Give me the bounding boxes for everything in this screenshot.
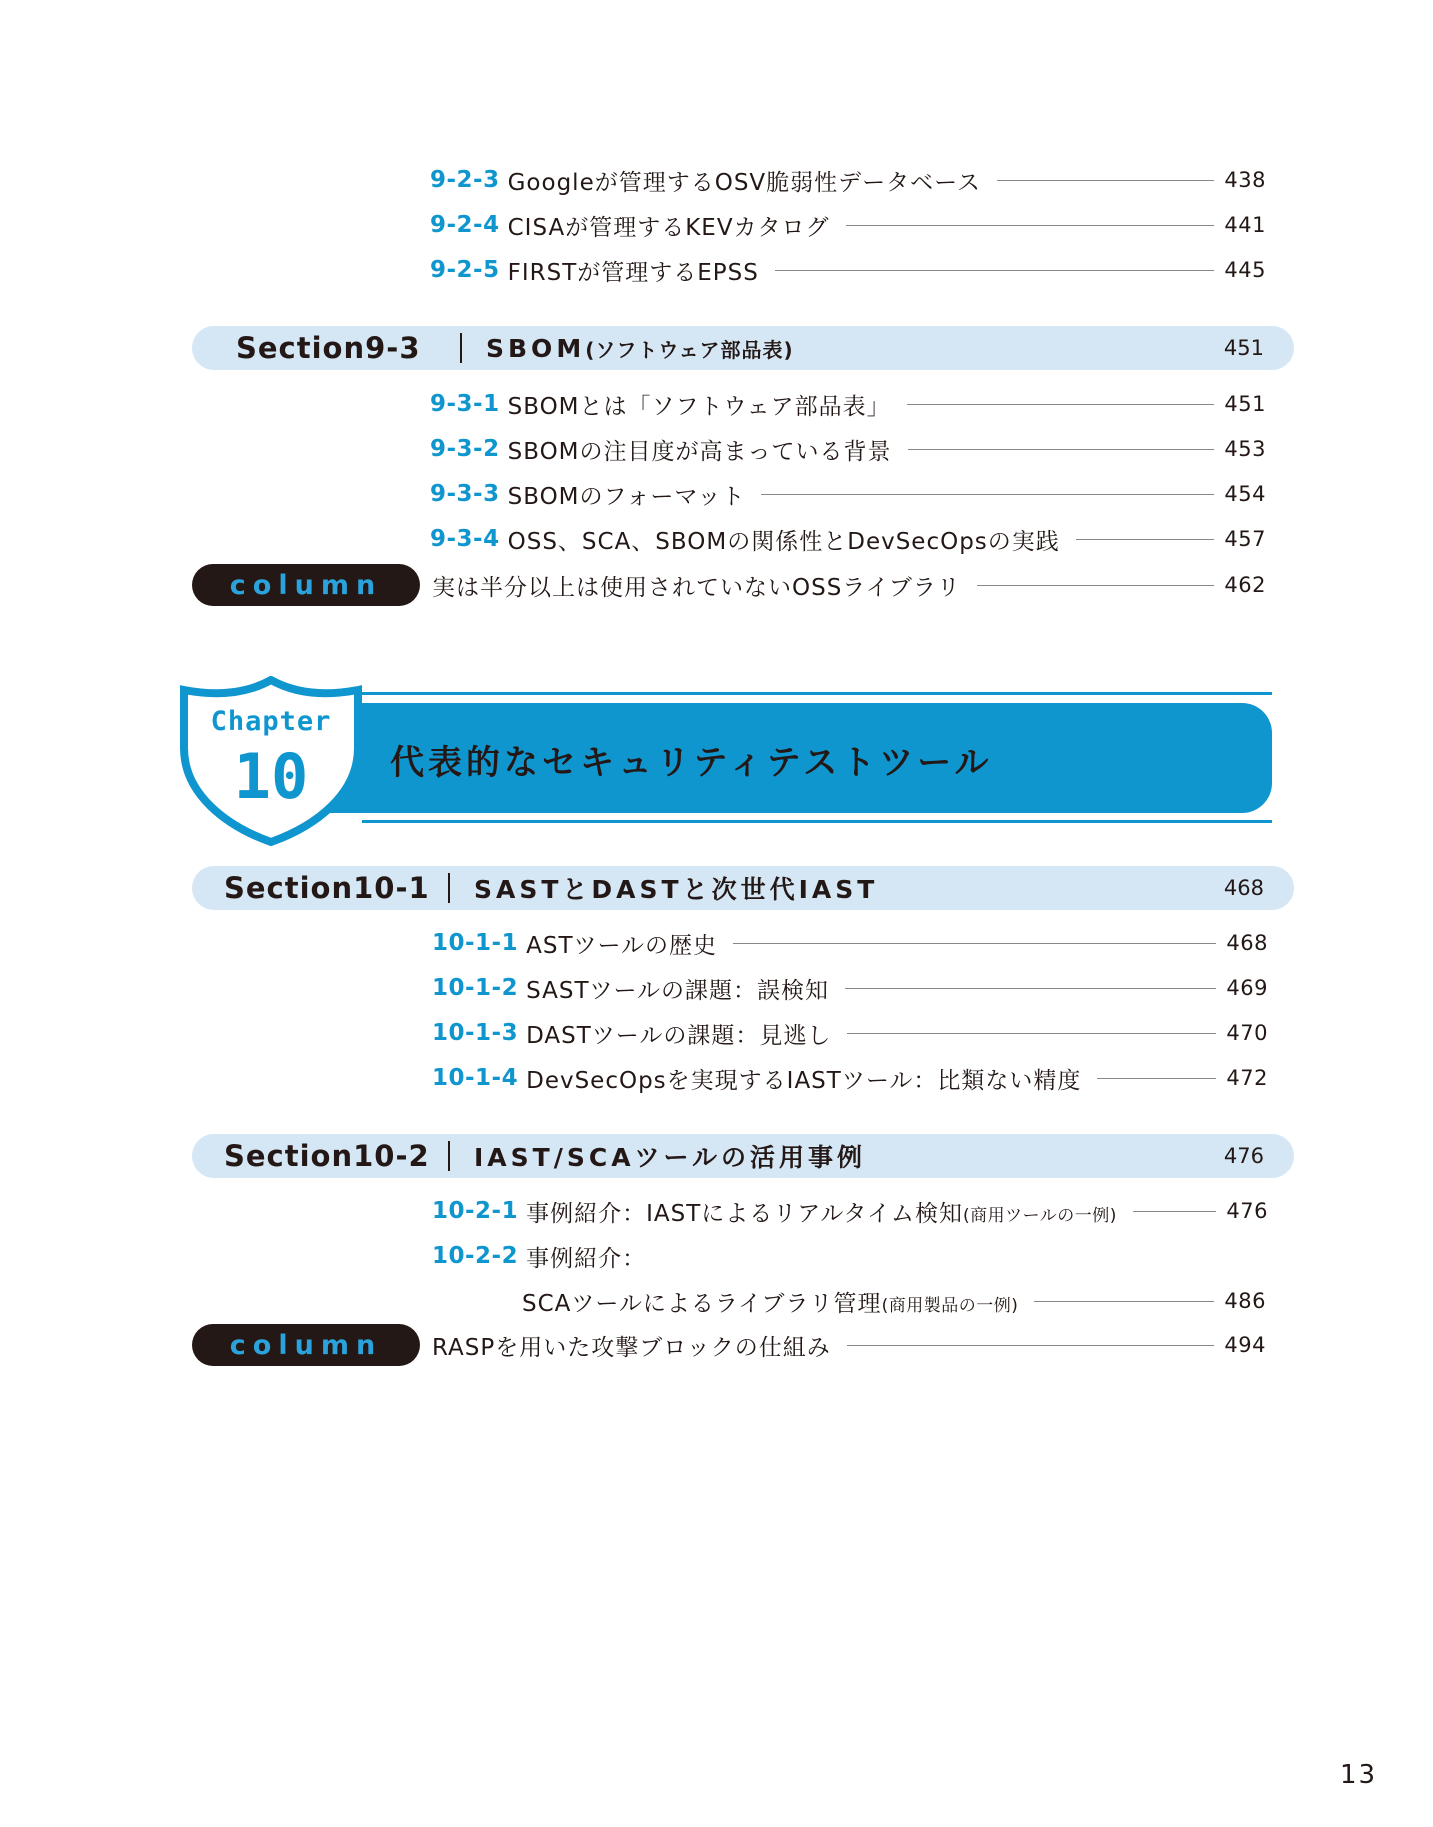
section-title: IAST/SCAツールの活用事例: [474, 1143, 867, 1172]
section-header-9-3[interactable]: [192, 326, 1294, 370]
leader-line: [1034, 1301, 1214, 1302]
entry-number: 9-3-2: [430, 436, 500, 462]
entry-title: 実は半分以上は使用されていないOSSライブラリ: [432, 574, 961, 601]
entry-title-note: (商用製品の一例): [881, 1295, 1019, 1316]
leader-line: [1076, 539, 1214, 540]
section-title-note: (ソフトウェア部品表): [585, 337, 794, 362]
entry-title: 事例紹介：IASTによるリアルタイム検知(商用ツールの一例): [526, 1200, 1117, 1227]
section-label: Section10-1: [224, 871, 430, 905]
entry-page: 438: [1224, 168, 1266, 192]
chapter-band-line-bottom: [362, 820, 1272, 823]
chapter-title: 代表的なセキュリティテストツール: [390, 743, 993, 783]
entry-page: 468: [1226, 931, 1268, 955]
entry-page: 469: [1226, 976, 1268, 1000]
leader-line: [977, 585, 1214, 586]
entry-title: SASTツールの課題：誤検知: [526, 977, 830, 1004]
entry-number: 10-1-1: [432, 930, 519, 956]
leader-line: [847, 1033, 1216, 1034]
toc-entry[interactable]: [430, 522, 1266, 556]
entry-title: 事例紹介：: [526, 1245, 647, 1272]
column-badge: column: [192, 1324, 420, 1366]
entry-number: 10-2-1: [432, 1198, 519, 1224]
entry-page: 457: [1224, 527, 1266, 551]
entry-title: SCAツールによるライブラリ管理(商用製品の一例): [522, 1290, 1019, 1317]
entry-number: 10-1-2: [432, 975, 519, 1001]
entry-title: SBOMとは「ソフトウェア部品表」: [507, 393, 891, 420]
entry-title: OSS、SCA、SBOMの関係性とDevSecOpsの実践: [507, 528, 1060, 555]
toc-entry[interactable]: [432, 1239, 1268, 1273]
entry-page: 462: [1224, 573, 1266, 597]
entry-title: DASTツールの課題：見逃し: [526, 1022, 832, 1049]
column-entry[interactable]: [432, 1324, 1266, 1366]
entry-page: 451: [1224, 392, 1266, 416]
entry-title: SBOMの注目度が高まっている背景: [507, 438, 892, 465]
entry-number: 9-3-1: [430, 391, 500, 417]
entry-page: 445: [1224, 258, 1266, 282]
toc-entry[interactable]: [432, 1061, 1268, 1095]
entry-page: 453: [1224, 437, 1266, 461]
entry-page: 486: [1224, 1289, 1266, 1313]
toc-entry[interactable]: [432, 1016, 1268, 1050]
leader-line: [847, 1345, 1214, 1346]
toc-entry[interactable]: [430, 432, 1266, 466]
entry-page: 454: [1224, 482, 1266, 506]
page-number: 13: [1340, 1760, 1378, 1790]
entry-number: 9-2-5: [430, 257, 500, 283]
section-header-10-2[interactable]: [192, 1134, 1294, 1178]
section-label: Section9-3: [236, 331, 421, 365]
entry-page: 494: [1224, 1333, 1266, 1357]
section-label: Section10-2: [224, 1139, 430, 1173]
leader-line: [733, 943, 1216, 944]
section-divider: [460, 333, 462, 363]
section-page: 451: [1223, 336, 1264, 360]
section-page: 476: [1223, 1144, 1264, 1168]
entry-page: 476: [1226, 1199, 1268, 1223]
entry-title: ASTツールの歴史: [526, 932, 718, 959]
leader-line: [845, 988, 1216, 989]
chapter-band-line-top: [362, 692, 1272, 695]
chapter-number: 10: [233, 740, 309, 813]
column-badge: column: [192, 564, 420, 606]
toc-entry[interactable]: [430, 163, 1266, 197]
leader-line: [775, 270, 1214, 271]
toc-entry[interactable]: [432, 1194, 1268, 1228]
entry-number: 9-3-4: [430, 526, 500, 552]
leader-line: [761, 494, 1214, 495]
leader-line: [1133, 1211, 1216, 1212]
chapter-label: Chapter: [210, 706, 332, 737]
leader-line: [1097, 1078, 1216, 1079]
toc-entry[interactable]: [432, 926, 1268, 960]
toc-entry[interactable]: [432, 971, 1268, 1005]
entry-title: CISAが管理するKEVカタログ: [507, 214, 830, 241]
entry-page: 470: [1226, 1021, 1268, 1045]
entry-title: SBOMのフォーマット: [507, 483, 746, 510]
entry-number: 10-1-4: [432, 1065, 519, 1091]
entry-title: Googleが管理するOSV脆弱性データベース: [507, 169, 982, 196]
leader-line: [907, 404, 1214, 405]
toc-entry[interactable]: [430, 253, 1266, 287]
entry-number: 9-3-3: [430, 481, 500, 507]
entry-title: DevSecOpsを実現するIASTツール：比類ない精度: [526, 1067, 1082, 1094]
leader-line: [997, 180, 1214, 181]
entry-number: 10-1-3: [432, 1020, 519, 1046]
toc-entry[interactable]: [430, 387, 1266, 421]
entry-title-note: (商用ツールの一例): [962, 1205, 1117, 1226]
column-entry[interactable]: [432, 564, 1266, 606]
leader-line: [908, 449, 1214, 450]
entry-title: FIRSTが管理するEPSS: [507, 259, 759, 286]
entry-title: RASPを用いた攻撃ブロックの仕組み: [432, 1334, 831, 1361]
toc-entry-continuation[interactable]: [522, 1284, 1266, 1318]
leader-line: [846, 225, 1214, 226]
section-divider: [448, 1141, 450, 1171]
entry-number: 9-2-3: [430, 167, 500, 193]
toc-entry[interactable]: [430, 208, 1266, 242]
section-title: SASTとDASTと次世代IAST: [474, 875, 879, 904]
toc-entry[interactable]: [430, 477, 1266, 511]
section-header-10-1[interactable]: [192, 866, 1294, 910]
section-page: 468: [1223, 876, 1264, 900]
section-divider: [448, 873, 450, 903]
entry-page: 441: [1224, 213, 1266, 237]
entry-number: 10-2-2: [432, 1243, 519, 1269]
entry-page: 472: [1226, 1066, 1268, 1090]
entry-number: 9-2-4: [430, 212, 500, 238]
section-title: SBOM(ソフトウェア部品表): [486, 333, 794, 363]
